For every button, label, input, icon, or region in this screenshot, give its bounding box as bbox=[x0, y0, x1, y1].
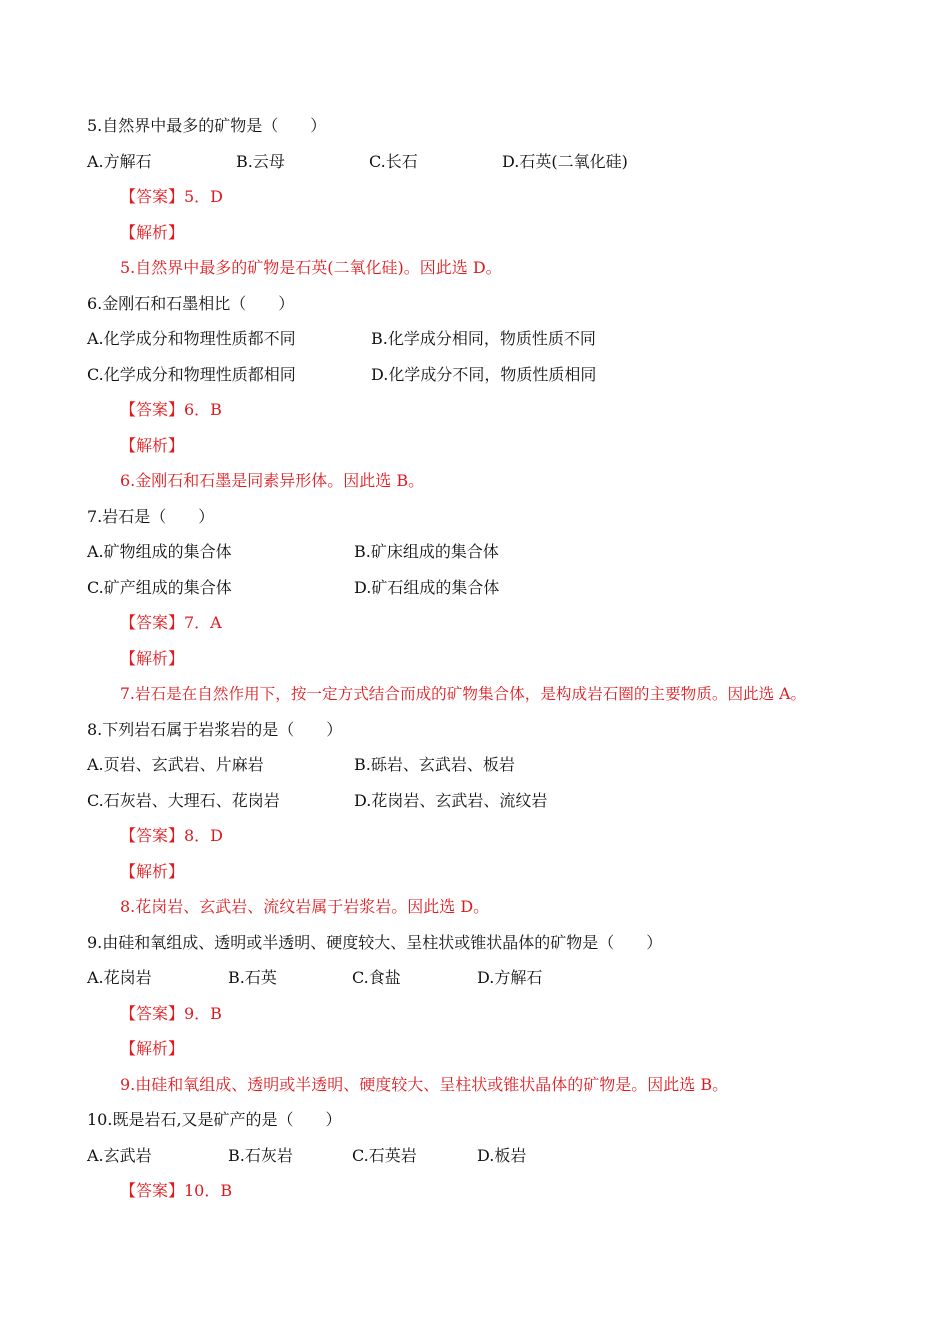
option-a: A.页岩、玄武岩、片麻岩 bbox=[87, 755, 264, 774]
analysis-text: 8.花岗岩、玄武岩、流纹岩属于岩浆岩。因此选 D。 bbox=[120, 897, 490, 916]
option-a: A.化学成分和物理性质都不同 bbox=[87, 329, 296, 348]
option-d: D.方解石 bbox=[477, 968, 543, 987]
option-d: D.化学成分不同，物质性质相同 bbox=[371, 365, 597, 384]
option-c: C.食盐 bbox=[352, 968, 401, 987]
analysis-label: 【解析】 bbox=[120, 436, 185, 455]
option-b: B.砾岩、玄武岩、板岩 bbox=[354, 755, 515, 774]
question-stem: 7.岩石是（ ） bbox=[87, 507, 215, 526]
answer-line: 【答案】6．B bbox=[120, 400, 222, 419]
option-b: B.矿床组成的集合体 bbox=[354, 542, 499, 561]
option-a: A.方解石 bbox=[87, 152, 152, 171]
option-b: B.石灰岩 bbox=[228, 1146, 293, 1165]
analysis-text: 6.金刚石和石墨是同素异形体。因此选 B。 bbox=[120, 471, 425, 490]
question-stem: 10.既是岩石,又是矿产的是（ ） bbox=[87, 1110, 342, 1129]
option-d: D.板岩 bbox=[477, 1146, 527, 1165]
analysis-label: 【解析】 bbox=[120, 862, 185, 881]
option-c: C.化学成分和物理性质都相同 bbox=[87, 365, 296, 384]
answer-line: 【答案】5．D bbox=[120, 187, 224, 206]
option-d: D.石英(二氧化硅) bbox=[502, 152, 628, 171]
option-c: C.石灰岩、大理石、花岗岩 bbox=[87, 791, 280, 810]
option-c: C.矿产组成的集合体 bbox=[87, 578, 232, 597]
question-stem: 6.金刚石和石墨相比（ ） bbox=[87, 294, 295, 313]
option-b: B.云母 bbox=[236, 152, 285, 171]
question-stem: 5.自然界中最多的矿物是（ ） bbox=[87, 116, 327, 135]
option-d: D.花岗岩、玄武岩、流纹岩 bbox=[354, 791, 548, 810]
option-b: B.石英 bbox=[228, 968, 277, 987]
answer-line: 【答案】9．B bbox=[120, 1004, 222, 1023]
option-a: A.花岗岩 bbox=[87, 968, 152, 987]
answer-line: 【答案】8．D bbox=[120, 826, 224, 845]
option-b: B.化学成分相同，物质性质不同 bbox=[371, 329, 596, 348]
answer-line: 【答案】10．B bbox=[120, 1181, 233, 1200]
option-c: C.石英岩 bbox=[352, 1146, 417, 1165]
analysis-label: 【解析】 bbox=[120, 649, 185, 668]
option-a: A.矿物组成的集合体 bbox=[87, 542, 232, 561]
option-c: C.长石 bbox=[369, 152, 418, 171]
option-d: D.矿石组成的集合体 bbox=[354, 578, 500, 597]
option-a: A.玄武岩 bbox=[87, 1146, 152, 1165]
answer-line: 【答案】7．A bbox=[120, 613, 222, 632]
analysis-label: 【解析】 bbox=[120, 1039, 185, 1058]
analysis-text: 5.自然界中最多的矿物是石英(二氧化硅)。因此选 D。 bbox=[120, 258, 502, 277]
question-stem: 8.下列岩石属于岩浆岩的是（ ） bbox=[87, 720, 343, 739]
analysis-label: 【解析】 bbox=[120, 223, 185, 242]
analysis-text: 9.由硅和氧组成、透明或半透明、硬度较大、呈柱状或锥状晶体的矿物是。因此选 B。 bbox=[120, 1075, 729, 1094]
analysis-text: 7.岩石是在自然作用下，按一定方式结合而成的矿物集合体，是构成岩石圈的主要物质。因此选 A。 bbox=[120, 685, 807, 703]
question-stem: 9.由硅和氧组成、透明或半透明、硬度较大、呈柱状或锥状晶体的矿物是（ ） bbox=[87, 933, 663, 952]
